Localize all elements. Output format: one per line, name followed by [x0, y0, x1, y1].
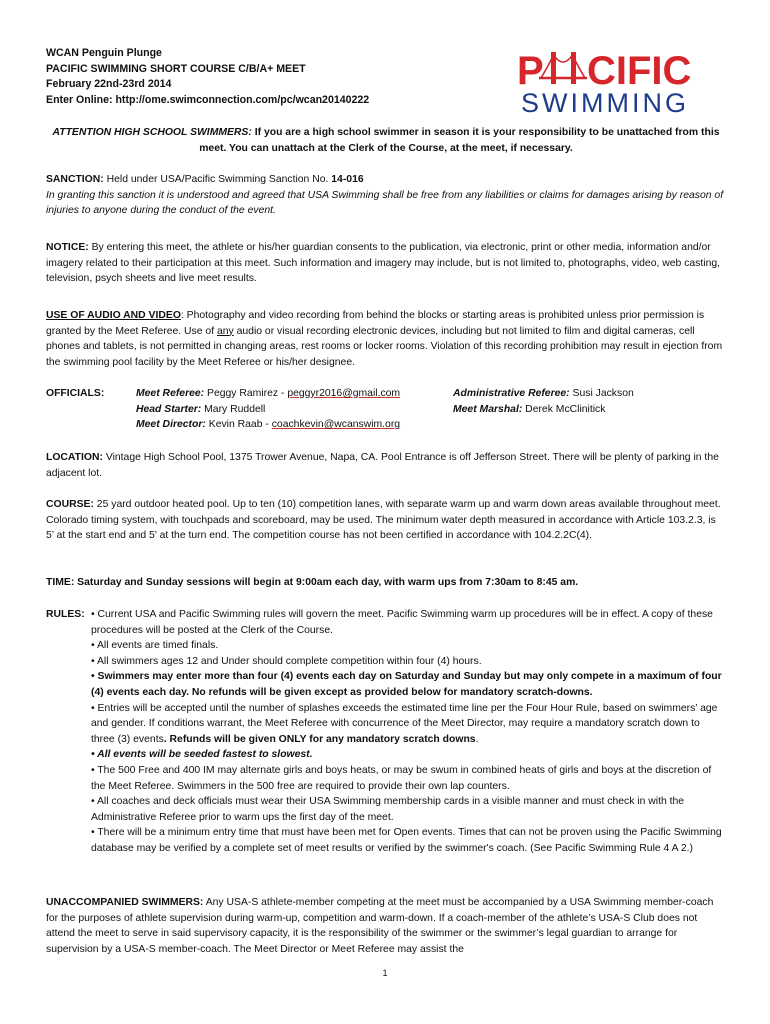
rule-item: • All coaches and deck officials must wear their USA Swimming membership cards in a visible manner and must check in with the Administrative Referee prior to warm ups the first day of the meet.: [91, 796, 685, 823]
rule-item: • All swimmers ages 12 and Under should complete competition within four (4) hours.: [91, 655, 482, 667]
sanction-text: Held under USA/Pacific Swimming Sanction No.: [103, 174, 332, 185]
logo-p: P: [517, 49, 544, 93]
rule-item: • All events will be seeded fastest to slowest.: [91, 749, 313, 761]
course-label: COURSE:: [46, 499, 94, 510]
audio-video-text-1: : Photography and video recording from behind the blocks or starting areas is prohibited unless prior permission is granted by the Meet Referee. Use of: [46, 310, 705, 337]
rule-item: • The 500 Free and 400 IM may alternate girls and boys heats, or may be swum in combined heats of girls and boys at the discretion of the Meet Referee. Swimmers in the 500 free are required to provide their own lap counters.: [91, 764, 712, 792]
attention-text: If you are a high school swimmer in season it is your responsibility to be unattached from this meet. You can unattach at the Clerk of the Course, at the meet, if necessary.: [199, 127, 720, 154]
officials-column-right: [453, 386, 634, 417]
golden-gate-bridge-icon: [539, 52, 587, 84]
meet-header: [46, 46, 506, 108]
meet-title: PACIFIC SWIMMING SHORT COURSE C/B/A+ MEET: [46, 62, 306, 75]
audio-video-label: USE OF AUDIO AND VIDEO: [46, 310, 181, 321]
rule-item: • Current USA and Pacific Swimming rules will govern the meet. Pacific Swimming warm up procedures will be in effect. A copy of these procedures will be posted at the Clerk of the Course.: [91, 609, 713, 636]
time-text: TIME: Saturday and Sunday sessions will begin at 9:00am each day, with warm ups from 7:30am to 8:45 am.: [46, 577, 579, 588]
meet-director: Meet Director: Kevin Raab - coachkevin@wcanswim.org: [136, 419, 401, 431]
head-starter: Head Starter: Mary Ruddell: [136, 403, 266, 415]
pacific-swimming-logo: [515, 48, 725, 118]
rule-item: • There will be a minimum entry time that must have been met for Open events. Times that can not be proven using the Pacific Swimming database may be verified by a complete set of meet results or verified by the swimmer's coach. (See Pacific Swimming Rule 4 A 2.): [91, 827, 722, 854]
meet-referee-email-link[interactable]: peggyr2016@gmail.com: [287, 388, 401, 399]
location-label: LOCATION:: [46, 452, 103, 463]
rule-item: • All events are timed finals.: [91, 640, 219, 652]
location-section: [46, 450, 726, 481]
unaccompanied-text: Any USA-S athlete-member competing at the meet must be accompanied by a USA Swimming member-coach for the purposes of athlete supervision during warm-up, competition and warm-down. If a coach-member of the athlete’s USA-S Club does not attend the meet to serve in said supervisory capacity, it is the responsibility of the swimmer or the swimmer’s legal guardian to arrange for supervision by a USA-S member-coach. The Meet Director or Meet Referee may assist the: [46, 897, 714, 955]
location-text: Vintage High School Pool, 1375 Trower Avenue, Napa, CA. Pool Entrance is off Jefferson Street. There will be plenty of parking in the adjacent lot.: [46, 452, 719, 479]
entry-url: Enter Online: http://ome.swimconnection.com/pc/wcan20140222: [46, 93, 370, 106]
meet-referee: Meet Referee: Peggy Ramirez - peggyr2016@gmail.com: [136, 388, 401, 399]
officials-column-left: [136, 386, 400, 433]
unaccompanied-label: UNACCOMPANIED SWIMMERS:: [46, 897, 204, 908]
rule-item: • Swimmers may enter more than four (4) events each day on Saturday and Sunday but may only compete in a maximum of four (4) events each day. No refunds will be given except as provided below for mandatory scratch-downs.: [91, 671, 722, 698]
time-section: [46, 575, 726, 591]
notice-label: NOTICE:: [46, 242, 89, 253]
meet-dates: February 22nd-23rd 2014: [46, 78, 172, 91]
meet-marshal: Meet Marshal: Derek McClinitick: [453, 403, 606, 415]
notice-text: By entering this meet, the athlete or his/her guardian consents to the publication, via electronic, print or other media, information and/or imagery related to their participation at this meet. Such information and imagery may include, but is not limited to, photographs, video, web casting, television, psych sheets and live meet results.: [46, 242, 721, 285]
notice-section: [46, 240, 726, 287]
unaccompanied-section: [46, 895, 726, 957]
attention-lead: ATTENTION HIGH SCHOOL SWIMMERS:: [52, 127, 252, 138]
page-number: 1: [382, 968, 388, 978]
sanction-label: SANCTION:: [46, 174, 104, 185]
audio-video-any: any: [216, 325, 234, 337]
meet-name: WCAN Penguin Plunge: [46, 47, 162, 59]
rules-label: RULES:: [46, 609, 85, 620]
meet-director-email-link[interactable]: coachkevin@wcanswim.org: [271, 419, 401, 431]
sanction-section: [46, 172, 726, 219]
audio-video-text-2: audio or visual recording electronic devices, including but not limited to film and digital cameras, cell phones and tablets, is not permitted in changing areas, rest rooms or locker rooms. Violation of this recording prohibition may result in ejection from the swimming pool facility by the Meet Referee or his/her designee.: [46, 325, 723, 368]
logo-cific: CIFIC: [587, 49, 692, 93]
audio-video-section: [46, 308, 726, 370]
rule-item: • Entries will be accepted until the number of splashes exceeds the estimated time line per the Four Hour Rule, based on swimmers’ age and gender. If conditions warrant, the Meet Referee with concurrence of the Meet Director, may require a mandatory scratch down to three (3) events. Refunds will be given ONLY for any mandatory scratch downs.: [91, 702, 718, 745]
sanction-disclaimer: In granting this sanction it is understood and agreed that USA Swimming shall be free from any liabilities or claims for damages arising by reason of injuries to anyone during the conduct of the event.: [46, 189, 724, 217]
rules-list: [91, 607, 723, 857]
administrative-referee: Administrative Referee: Susi Jackson: [453, 388, 634, 399]
officials-label: OFFICIALS:: [46, 388, 105, 399]
sanction-number: 14-016: [331, 174, 364, 185]
logo-swimming: SWIMMING: [521, 88, 689, 118]
course-section: [46, 497, 726, 544]
attention-section: [46, 125, 726, 156]
course-text: 25 yard outdoor heated pool. Up to ten (10) competition lanes, with separate warm up and warm down areas available throughout meet. Colorado timing system, with touchpads and scoreboard, may be used. The minimum water depth measured in accordance with Article 103.2.3, is 5’ at the start end and 5’ at the turn end. The competition course has not been certified in accordance with 104.2.2C(4).: [46, 499, 721, 542]
